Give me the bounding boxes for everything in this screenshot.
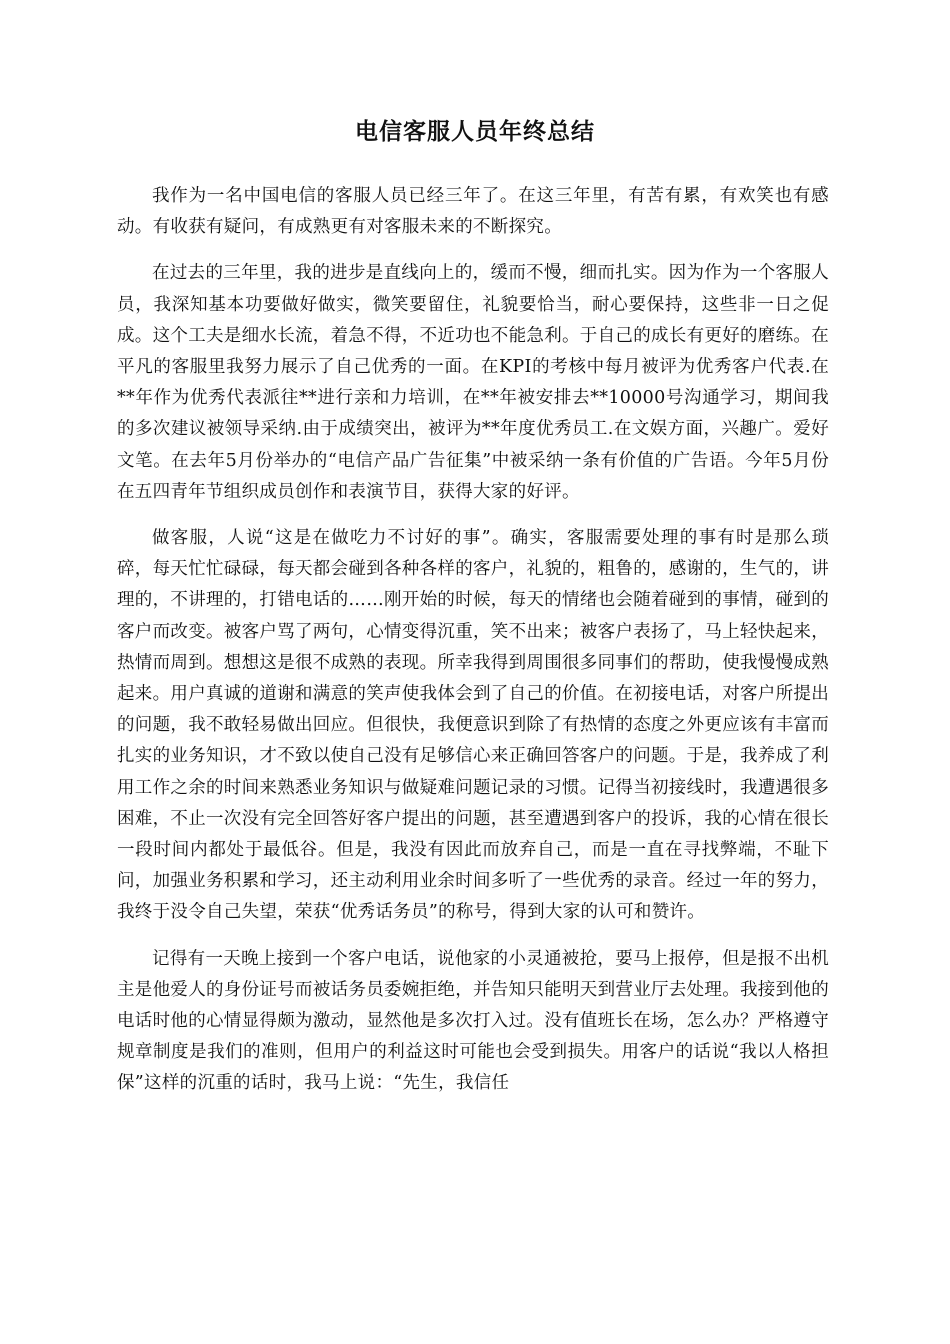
paragraph-anecdote: 记得有一天晚上接到一个客户电话，说他家的小灵通被抢，要马上报停，但是报不出机主是他爱人的身份证号而被话务员委婉拒绝，并告知只能明天到营业厅去处理。我接到他的电话时他的心情显得颇为激动，显然他是多次打入过。没有值班长在场，怎么办？严格遵守规章制度是我们的准则，但用户的利益这时可能也会受到损失。用客户的话说“我以人格担保”这样的沉重的话时，我马上说：“先生，我信任 [117,948,829,1094]
document-title: 电信客服人员年终总结 [355,119,595,145]
paragraph-intro: 我作为一名中国电信的客服人员已经三年了。在这三年里，有苦有累，有欢笑也有感动。有收获有疑问，有成熟更有对客服未来的不断探究。 [117,186,829,238]
paragraph-customer-service: 做客服，人说“这是在做吃力不讨好的事”。确实，客服需要处理的事有时是那么琐碎，每天忙忙碌碌，每天都会碰到各种各样的客户，礼貌的，粗鲁的，感谢的，生气的，讲理的，不讲理的，打错电话的……刚开始的时候，每天的情绪也会随着碰到的事情，碰到的客户而改变。被客户骂了两句，心情变得沉重，笑不出来；被客户表扬了，马上轻快起来，热情而周到。想想这是很不成熟的表现。所幸我得到周围很多同事们的帮助，使我慢慢成熟起来。用户真诚的道谢和满意的笑声使我体会到了自己的价值。在初接电话，对客户所提出的问题，我不敢轻易做出回应。但很快，我便意识到除了有热情的态度之外更应该有丰富而扎实的业务知识，才不致以使自己没有足够信心来正确回答客户的问题。于是，我养成了利用工作之余的时间来熟悉业务知识与做疑难问题记录的习惯。记得当初接线时，我遭遇很多困难，不止一次没有完全回答好客户提出的问题，甚至遭遇到客户的投诉，我的心情在很长一段时间内都处于最低谷。但是，我没有因此而放弃自己，而是一直在寻找弊端，不耻下问，加强业务积累和学习，还主动利用业余时间多听了一些优秀的录音。经过一年的努力，我终于没令自己失望，荣获“优秀话务员”的称号，得到大家的认可和赞许。 [117,528,829,923]
document-body [117,181,829,1100]
paragraph-progress: 在过去的三年里，我的进步是直线向上的，缓而不慢，细而扎实。因为作为一个客服人员，我深知基本功要做好做实，微笑要留住，礼貌要恰当，耐心要保持，这些非一日之促成。这个工夫是细水长流，着急不得，不近功也不能急利。于自己的成长有更好的磨练。在平凡的客服里我努力展示了自己优秀的一面。在KPI的考核中每月被评为优秀客户代表.在**年作为优秀代表派往**进行亲和力培训，在**年被安排去**10000号沟通学习，期间我的多次建议被领导采纳.由于成绩突出，被评为**年度优秀员工.在文娱方面，兴趣广。爱好文笔。在去年5月份举办的“电信产品广告征集”中被采纳一条有价值的广告语。今年5月份在五四青年节组织成员创作和表演节目，获得大家的好评。 [117,263,829,502]
